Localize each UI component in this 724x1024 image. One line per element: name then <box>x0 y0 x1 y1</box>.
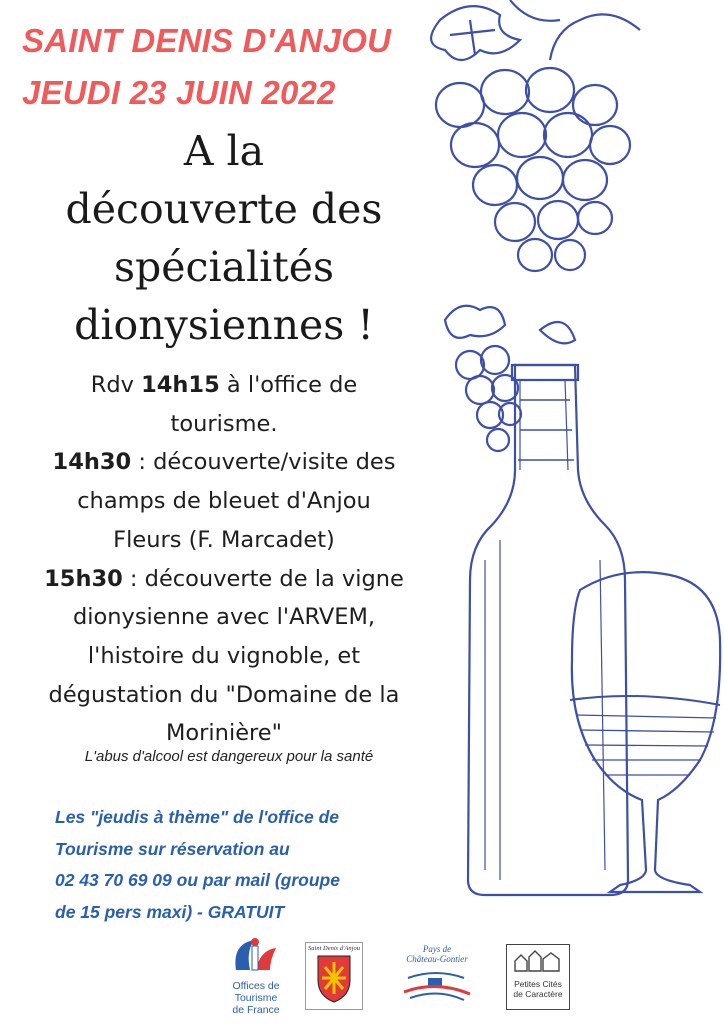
program <box>0 366 448 753</box>
wave-icon <box>398 964 476 1004</box>
otf-icon <box>226 934 286 976</box>
event-title <box>0 122 448 354</box>
program-item-1: 14h30 : découverte/visite des <box>52 449 396 476</box>
title-line: dionysiennes ! <box>74 301 374 349</box>
program-line: Morinière" <box>166 720 282 747</box>
town-heading: SAINT DENIS D'ANJOU <box>22 22 392 59</box>
item1-time: 14h30 <box>52 449 132 476</box>
shield-icon <box>306 952 362 1006</box>
village-icon <box>507 945 569 975</box>
grape-bunch-top <box>436 68 630 271</box>
title-line: découverte des <box>65 185 383 233</box>
town-crest-logo: Saint Denis d'Anjou <box>305 942 363 1010</box>
pays-chateau-gontier-logo: Pays de Château-Gontier <box>398 944 476 1008</box>
grape-leaf-small <box>445 306 505 338</box>
wine-illustration <box>400 0 724 900</box>
title-line: A la <box>183 127 265 175</box>
program-item-2: 15h30 : découverte de la vigne <box>44 565 404 592</box>
program-line: champs de bleuet d'Anjou <box>77 488 371 515</box>
program-line: dégustation du "Domaine de la <box>48 681 400 708</box>
date-heading: JEUDI 23 JUIN 2022 <box>22 74 336 111</box>
wine-glass <box>570 572 720 892</box>
wine-bottle <box>468 365 628 895</box>
booking-info <box>55 802 435 928</box>
rdv-time: 14h15 <box>141 372 220 398</box>
program-line: Fleurs (F. Marcadet) <box>113 526 335 553</box>
title-line: spécialités <box>113 243 335 291</box>
info-line: Tourisme sur réservation au <box>55 838 290 859</box>
info-line: Les "jeudis à thème" de l'office de <box>55 807 339 827</box>
program-line: dionysienne avec l'ARVEM, <box>72 604 376 631</box>
offices-tourisme-logo: Offices de Tourisme de France <box>226 934 286 1022</box>
grape-bunch-small <box>456 346 521 451</box>
program-line: tourisme. <box>170 410 278 437</box>
partner-logos <box>0 932 724 1024</box>
program-line: l'histoire du vignoble, et <box>87 642 361 669</box>
info-line: de 15 pers maxi) - GRATUIT <box>55 901 285 922</box>
alcohol-warning: L'abus d'alcool est dangereux pour la santé <box>84 748 374 765</box>
petites-cites-logo: Petites Cités de Caractère <box>506 944 570 1010</box>
info-line: 02 43 70 69 09 ou par mail (groupe <box>55 870 340 890</box>
program-rdv: Rdv 14h15 à l'office de <box>90 372 358 398</box>
item2-time: 15h30 <box>44 565 123 592</box>
